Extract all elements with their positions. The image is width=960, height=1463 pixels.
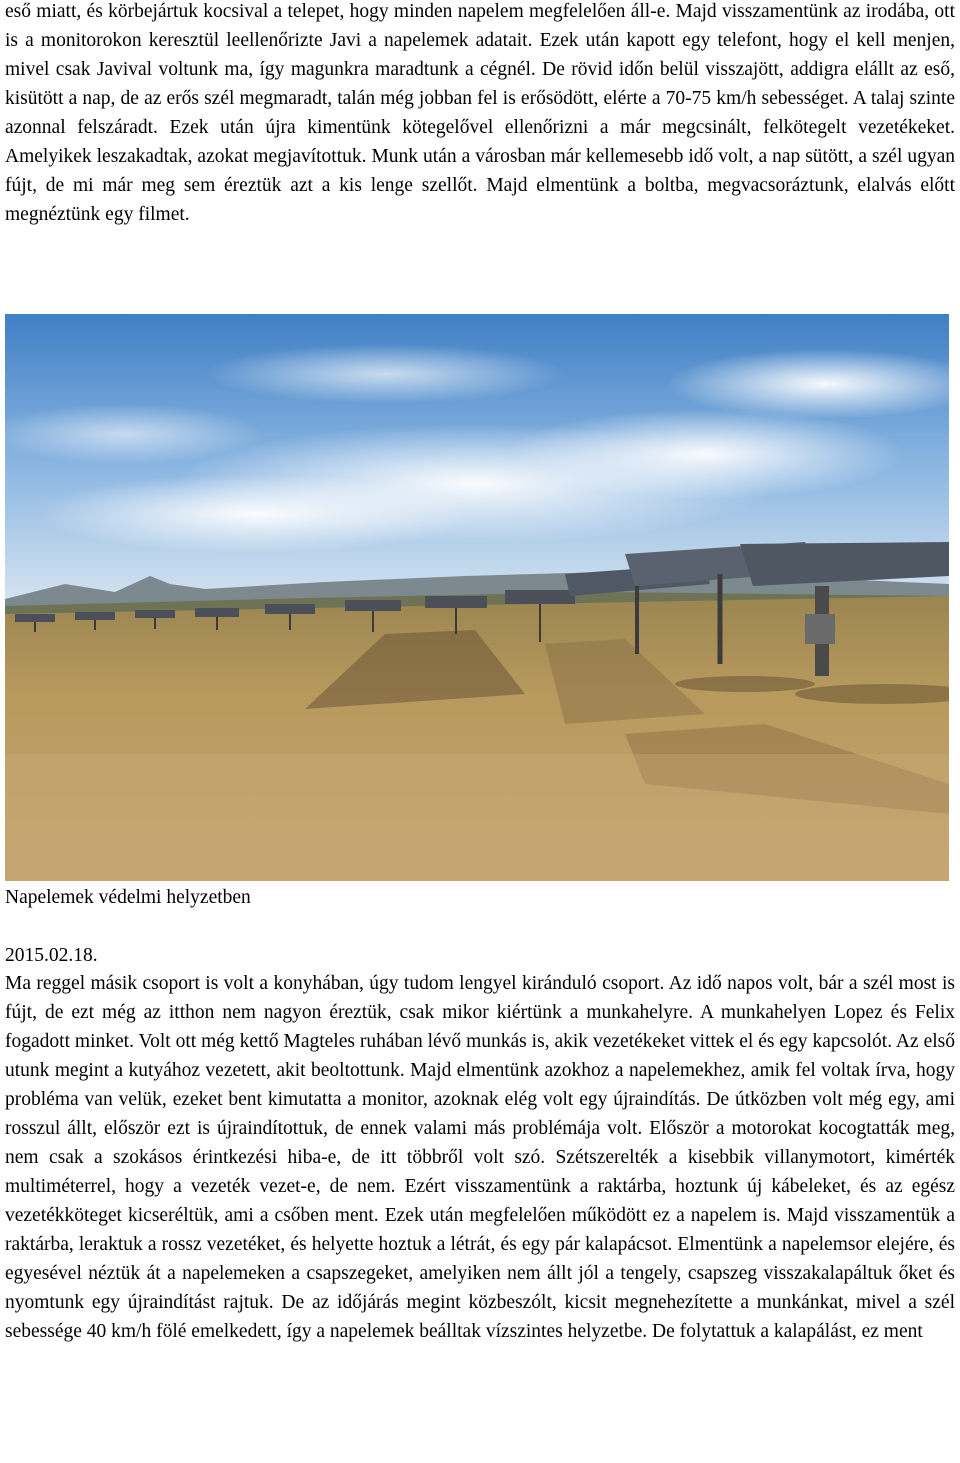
photo-caption: Napelemek védelmi helyzetben: [5, 887, 251, 908]
body-paragraph-2: Ma reggel másik csoport is volt a konyhában, úgy tudom lengyel kiránduló csoport. Az idő napos volt, bár a szél most is fújt, de ezt még az itthon nem nagyon éreztük, csak mikor kiértünk a munkahelyre. A munkahelyen Lopez és Felix fogadott minket. Volt ott még kettő Magteles ruhában lévő munkás is, akik vezetékeket vittek el és egy kapcsolót. Az első utunk megint a kutyához vezetett, akit beoltottunk. Majd elmentünk azokhoz a napelemekhez, amik fel voltak írva, hogy probléma van velük, ezeket bent kimutatta a monitor, azoknak elég volt egy újraindítás. De útközben volt még egy, ami rosszul állt, először ezt is újraindítottuk, de ennek valami más problémája volt. Először a motorokat kocogtatták meg, nem csak a szokásos érintkezési hiba-e, de itt többről volt szó. Szétszerelték a kisebbik villanymotort, kimérték multiméterrel, hogy a vezeték vezet-e, de nem. Ezért visszamentünk a raktárba, hoztunk új kábeleket, és az egész vezetékköteget kicseréltük, ami a csőben ment. Ezek után megfelelően működött ez a napelem is. Majd visszamentük a raktárba, leraktuk a rossz vezetéket, és helyette hoztuk a létrát, és egy pár kalapácsot. Elmentünk a napelemsor elejére, és egyesével néztük át a napelemeken a csapszegeket, amelyiken nem állt jól a tengely, csapszeg visszakalapáltuk őket és nyomtunk egy újraindítást rajtuk. De az időjárás megint közbeszólt, kicsit megnehezítette a munkánkat, mivel a szél sebessége 40 km/h fölé emelkedett, így a napelemek beálltak vízszintes helyzetbe. De folytattuk a kalapálást, ez ment: [5, 973, 955, 1342]
entry-date: 2015.02.18.: [5, 945, 98, 966]
solar-field-photo: [5, 314, 949, 881]
body-paragraph-1: eső miatt, és körbejártuk kocsival a telepet, hogy minden napelem megfelelően áll-e. Majd visszamentünk az irodába, ott is a monitorokon keresztül leellenőrizte Javi a napelemek adatait. Ezek után kapott egy telefont, hogy el kell menjen, mivel csak Javival voltunk ma, így magunkra maradtunk a cégnél. De rövid időn belül visszajött, addigra elállt az eső, kisütött a nap, de az erős szél megmaradt, talán még jobban fel is erősödött, elérte a 70-75 km/h sebességet. A talaj szinte azonnal felszáradt. Ezek után újra kimentünk kötegelővel ellenőrizni a már megcsinált, felkötegelt vezetékeket. Amelyikek leszakadtak, azokat megjavítottuk. Munk után a városban már kellemesebb idő volt, a nap sütött, a szél ugyan fújt, de mi már meg sem éreztük azt a kis lenge szellőt. Majd elmentünk a boltba, megvacsoráztunk, elalvás előtt megnéztünk egy filmet.: [5, 1, 955, 225]
